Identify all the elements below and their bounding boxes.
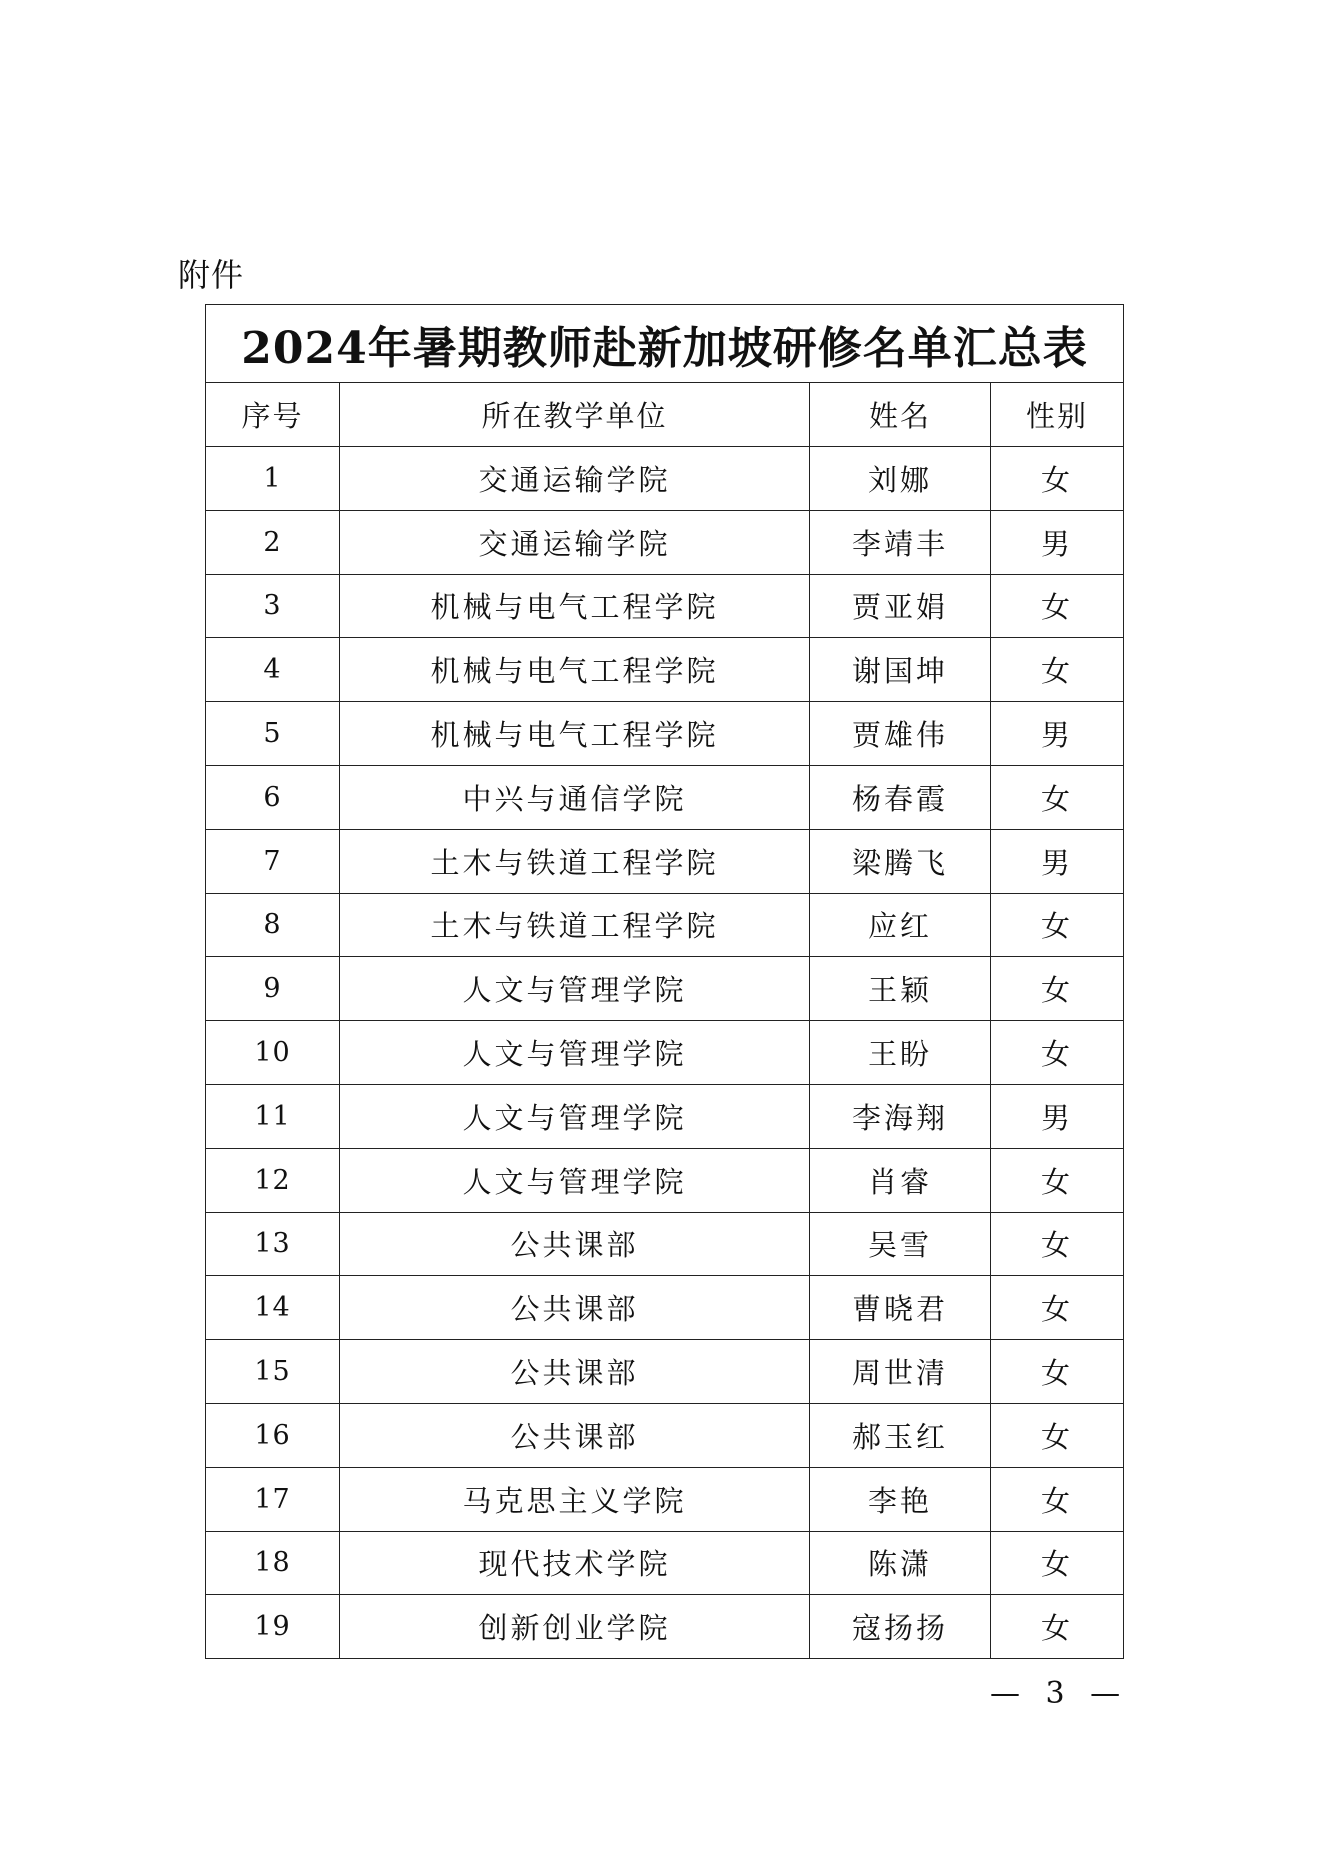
table-row — [206, 1467, 1124, 1531]
row-index: 9 — [206, 957, 340, 1021]
row-gender: 男 — [991, 1084, 1124, 1148]
row-index: 15 — [206, 1340, 340, 1404]
row-gender: 女 — [991, 1340, 1124, 1404]
row-index: 10 — [206, 1021, 340, 1085]
table-row — [206, 765, 1124, 829]
table-body — [206, 447, 1124, 1659]
row-index: 2 — [206, 510, 340, 574]
row-name: 梁腾飞 — [810, 829, 991, 893]
table-row — [206, 893, 1124, 957]
row-gender: 女 — [991, 447, 1124, 511]
header-name: 姓名 — [810, 383, 991, 447]
row-index: 17 — [206, 1467, 340, 1531]
header-gender: 性别 — [991, 383, 1124, 447]
table-row — [206, 1403, 1124, 1467]
row-gender: 女 — [991, 893, 1124, 957]
row-name: 王盼 — [810, 1021, 991, 1085]
row-unit: 公共课部 — [340, 1340, 810, 1404]
row-unit: 人文与管理学院 — [340, 1021, 810, 1085]
row-gender: 女 — [991, 1595, 1124, 1659]
table-row — [206, 1276, 1124, 1340]
row-unit: 土木与铁道工程学院 — [340, 829, 810, 893]
row-name: 王颖 — [810, 957, 991, 1021]
table-header-row — [206, 383, 1124, 447]
row-gender: 女 — [991, 957, 1124, 1021]
row-unit: 机械与电气工程学院 — [340, 574, 810, 638]
row-name: 寇扬扬 — [810, 1595, 991, 1659]
row-unit: 公共课部 — [340, 1403, 810, 1467]
table-row — [206, 1021, 1124, 1085]
row-unit: 人文与管理学院 — [340, 957, 810, 1021]
row-gender: 女 — [991, 1467, 1124, 1531]
table-row — [206, 1148, 1124, 1212]
row-index: 19 — [206, 1595, 340, 1659]
row-gender: 女 — [991, 1276, 1124, 1340]
row-name: 陈潇 — [810, 1531, 991, 1595]
row-gender: 女 — [991, 1148, 1124, 1212]
row-index: 11 — [206, 1084, 340, 1148]
attachment-label: 附件 — [178, 256, 245, 294]
row-unit: 中兴与通信学院 — [340, 765, 810, 829]
row-index: 16 — [206, 1403, 340, 1467]
table-row — [206, 638, 1124, 702]
table-row — [206, 957, 1124, 1021]
row-name: 贾雄伟 — [810, 702, 991, 766]
row-gender: 男 — [991, 702, 1124, 766]
row-gender: 女 — [991, 638, 1124, 702]
table-row — [206, 1084, 1124, 1148]
row-index: 3 — [206, 574, 340, 638]
row-name: 谢国坤 — [810, 638, 991, 702]
row-unit: 公共课部 — [340, 1276, 810, 1340]
row-index: 13 — [206, 1212, 340, 1276]
row-unit: 现代技术学院 — [340, 1531, 810, 1595]
row-gender: 女 — [991, 1021, 1124, 1085]
row-index: 7 — [206, 829, 340, 893]
row-unit: 机械与电气工程学院 — [340, 702, 810, 766]
row-unit: 创新创业学院 — [340, 1595, 810, 1659]
row-unit: 公共课部 — [340, 1212, 810, 1276]
row-name: 曹晓君 — [810, 1276, 991, 1340]
row-name: 周世清 — [810, 1340, 991, 1404]
row-gender: 男 — [991, 829, 1124, 893]
table-row — [206, 829, 1124, 893]
row-unit: 交通运输学院 — [340, 510, 810, 574]
row-name: 郝玉红 — [810, 1403, 991, 1467]
row-unit: 机械与电气工程学院 — [340, 638, 810, 702]
row-gender: 女 — [991, 574, 1124, 638]
header-unit: 所在教学单位 — [340, 383, 810, 447]
row-name: 李艳 — [810, 1467, 991, 1531]
table-title: 2024年暑期教师赴新加坡研修名单汇总表 — [206, 305, 1124, 383]
table-row — [206, 702, 1124, 766]
row-gender: 女 — [991, 1212, 1124, 1276]
row-gender: 女 — [991, 1531, 1124, 1595]
row-index: 5 — [206, 702, 340, 766]
row-gender: 男 — [991, 510, 1124, 574]
table-row — [206, 1212, 1124, 1276]
row-name: 李靖丰 — [810, 510, 991, 574]
row-index: 1 — [206, 447, 340, 511]
row-gender: 女 — [991, 765, 1124, 829]
roster-table — [205, 304, 1124, 1659]
header-index: 序号 — [206, 383, 340, 447]
row-gender: 女 — [991, 1403, 1124, 1467]
row-index: 12 — [206, 1148, 340, 1212]
row-name: 贾亚娟 — [810, 574, 991, 638]
row-name: 肖睿 — [810, 1148, 991, 1212]
row-name: 李海翔 — [810, 1084, 991, 1148]
row-name: 应红 — [810, 893, 991, 957]
row-name: 刘娜 — [810, 447, 991, 511]
row-index: 18 — [206, 1531, 340, 1595]
table-row — [206, 574, 1124, 638]
table-row — [206, 510, 1124, 574]
row-index: 4 — [206, 638, 340, 702]
page-number: — 3 — — [990, 1676, 1129, 1711]
row-unit: 马克思主义学院 — [340, 1467, 810, 1531]
row-index: 6 — [206, 765, 340, 829]
row-name: 杨春霞 — [810, 765, 991, 829]
row-unit: 人文与管理学院 — [340, 1084, 810, 1148]
table-row — [206, 1340, 1124, 1404]
table-row — [206, 447, 1124, 511]
row-name: 吴雪 — [810, 1212, 991, 1276]
row-unit: 交通运输学院 — [340, 447, 810, 511]
row-unit: 土木与铁道工程学院 — [340, 893, 810, 957]
table-row — [206, 1595, 1124, 1659]
row-unit: 人文与管理学院 — [340, 1148, 810, 1212]
row-index: 14 — [206, 1276, 340, 1340]
table-row — [206, 1531, 1124, 1595]
row-index: 8 — [206, 893, 340, 957]
